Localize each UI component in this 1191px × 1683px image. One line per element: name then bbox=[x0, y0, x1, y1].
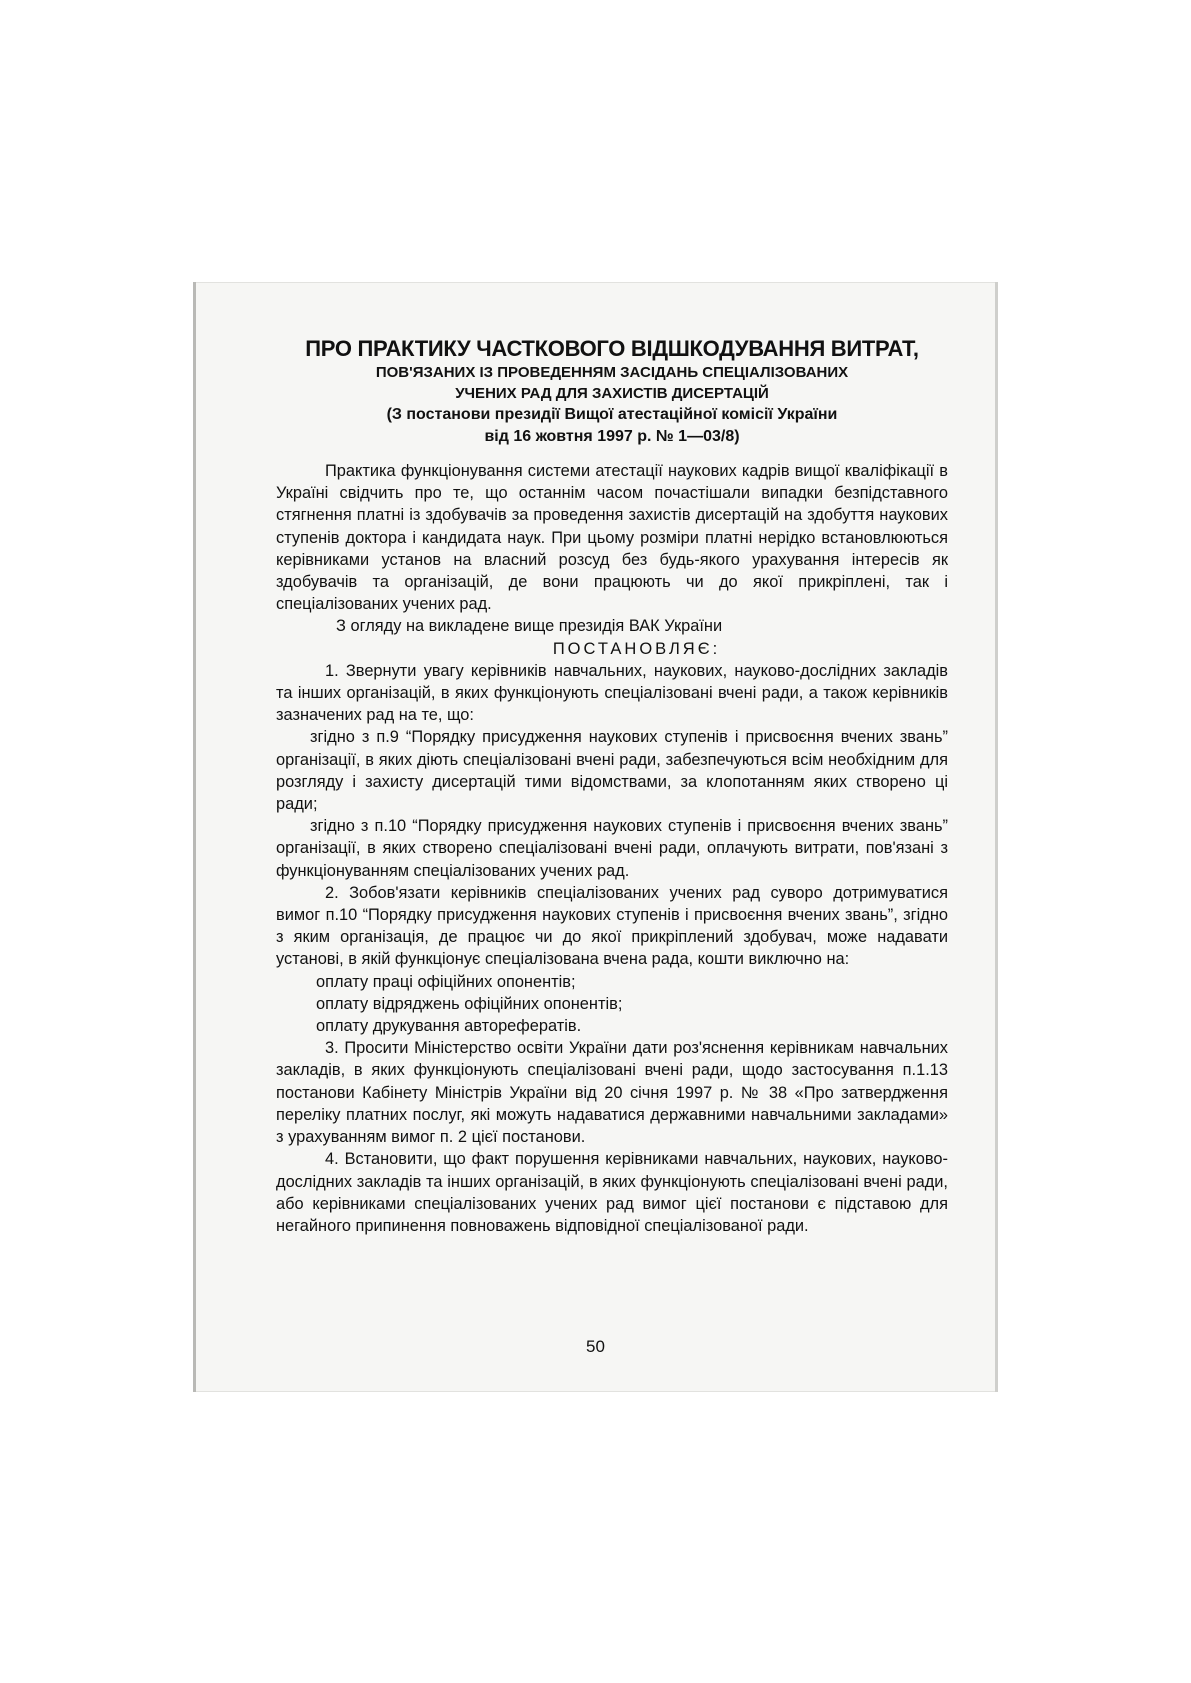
item-2-list-a: оплату праці офіційних опонентів; bbox=[316, 972, 576, 991]
document-content bbox=[276, 336, 948, 1237]
preamble-intro: З огляду на викладене вище президія ВАК України bbox=[336, 617, 723, 636]
source-note-line-2: від 16 жовтня 1997 р. № 1—03/8) bbox=[484, 428, 740, 445]
document-title: ПРО ПРАКТИКУ ЧАСТКОВОГО ВІДШКОДУВАННЯ ВИТРАТ, bbox=[305, 336, 919, 361]
document-subtitle-line-2: УЧЕНИХ РАД ДЛЯ ЗАХИСТІВ ДИСЕРТАЦІЙ bbox=[455, 385, 769, 402]
item-1-clause-b: згідно з п.10 “Порядку присудження наукових ступенів і присвоєння вчених звань” організації, в яких створено спеціалізовані вчені ради, оплачують витрати, пов'язані з функціонуванням спеціалізованих учених рад. bbox=[276, 817, 948, 880]
item-3: 3. Просити Міністерство освіти України дати роз'яснення керівникам навчальних закладів, в яких функціонують спеціалізовані вчені ради, щодо застосування п.1.13 постанови Кабінету Міністрів України від 20 січня 1997 р. № 38 «Про затвердження переліку платних послуг, які можуть надаватися державними навчальними закладами» з урахуванням вимог п. 2 цієї постанови. bbox=[276, 1039, 948, 1147]
item-2: 2. Зобов'язати керівників спеціалізованих учених рад суворо дотримуватися вимог п.10 “Порядку присудження наукових ступенів і присвоєння вчених звань”, згідно з яким організація, де працює чи до якої прикріплений здобувач, може надавати установі, в якій функціонує спеціалізована вчена рада, кошти виключно на: bbox=[276, 883, 948, 969]
document-subtitle-line-1: ПОВ'ЯЗАНИХ ІЗ ПРОВЕДЕННЯМ ЗАСІДАНЬ СПЕЦІАЛІЗОВАНИХ bbox=[375, 364, 849, 381]
source-note-line-1: (З постанови президії Вищої атестаційної комісії України bbox=[386, 406, 838, 423]
preamble-paragraph: Практика функціонування системи атестації наукових кадрів вищої кваліфікації в Україні свідчить про те, що останнім часом почастішали випадки безпідставного стягнення платні із здобувачів за проведення захистів дисертацій на здобуття наукових ступенів доктора і кандидата наук. При цьому розміри платні нерідко встановлюються керівниками установ на власний розсуд без будь-якого урахування інтересів як здобувачів та організацій, де вони працюють чи до якої прикріплені, так і спеціалізованих учених рад. bbox=[276, 462, 948, 614]
page-number: 50 bbox=[586, 1337, 605, 1356]
document-body bbox=[276, 460, 948, 1237]
item-2-list-b: оплату відряджень офіційних опонентів; bbox=[316, 994, 623, 1013]
item-1: 1. Звернути увагу керівників навчальних, наукових, науково-дослідних закладів та інших організацій, в яких функціонують спеціалізовані вчені ради, а також керівників зазначених рад на те, що: bbox=[276, 661, 948, 725]
page-edge-right bbox=[995, 282, 998, 1392]
item-2-list-c: оплату друкування авторефератів. bbox=[316, 1017, 582, 1036]
resolve-heading: ПОСТАНОВЛЯЄ: bbox=[552, 639, 721, 658]
item-1-subitems bbox=[276, 726, 948, 881]
item-1-clause-a: згідно з п.9 “Порядку присудження наукових ступенів і присвоєння вчених звань” організації, в яких діють спеціалізовані вчені ради, забезпечуються всім необхідним для розгляду і захисту дисертацій тими відомствами, за клопотанням яких створено ці ради; bbox=[276, 728, 948, 814]
page-edge-left bbox=[193, 282, 196, 1392]
item-4: 4. Встановити, що факт порушення керівниками навчальних, наукових, науково-дослідних закладів та інших організацій, в яких функціонують спеціалізовані вчені ради, або керівниками спеціалізованих учених рад вимог цієї постанови є підставою для негайного припинення повноважень відповідної спеціалізованої ради. bbox=[276, 1150, 948, 1235]
